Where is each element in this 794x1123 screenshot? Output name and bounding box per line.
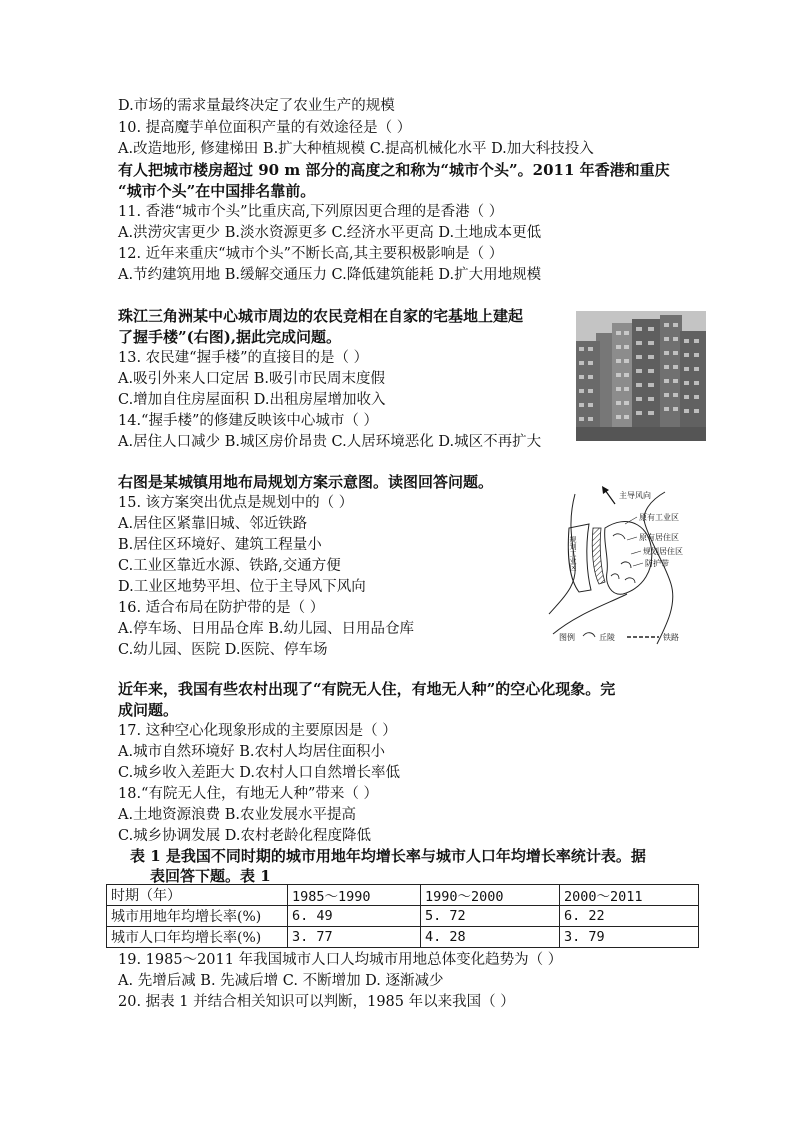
q15-option-c: C.工业区靠近水源、铁路,交通方便 [118, 558, 341, 574]
growth-rate-table [106, 884, 699, 948]
q19-options: A. 先增后减 B. 先减后增 C. 不断增加 D. 逐渐减少 [118, 973, 444, 989]
q15-stem: 15. 该方案突出优点是规划中的（ ） [118, 495, 354, 511]
table-cell: 6. 22 [560, 906, 699, 927]
q15-option-d: D.工业区地势平坦、位于主导风下风向 [118, 579, 366, 595]
q13-stem: 13. 农民建“握手楼”的直接目的是（ ） [118, 350, 369, 366]
q15-option-b: B.居住区环境好、建筑工程量小 [118, 537, 322, 553]
q13-options-cd: C.增加自住房屋面积 D.出租房屋增加收入 [118, 392, 386, 408]
q14-stem: 14.“握手楼”的修建反映该中心城市（ ） [118, 413, 378, 429]
wind-direction-label: 主导风向 [619, 491, 651, 500]
legend-hill-label: 丘陵 [599, 633, 615, 642]
q16-options-ab: A.停车场、日用品仓库 B.幼儿园、日用品仓库 [118, 621, 414, 637]
table-intro-1: 表 1 是我国不同时期的城市用地年均增长率与城市人口年均增长率统计表。据 [130, 847, 646, 865]
table-header-row [107, 885, 699, 906]
q19-stem: 19. 1985～2011 年我国城市人口人均城市用地总体变化趋势为（ ） [118, 952, 563, 968]
table-cell: 3. 77 [288, 927, 421, 948]
q11-options: A.洪涝灾害更少 B.淡水资源更多 C.经济水平更高 D.土地成本更低 [118, 225, 542, 241]
old-residence-label: 原有居住区 [639, 533, 679, 542]
city-height-intro-2: “城市个头”在中国排名靠前。 [118, 182, 316, 200]
q12-options: A.节约建筑用地 B.缓解交通压力 C.降低建筑能耗 D.扩大用地规模 [118, 267, 542, 283]
city-height-intro-1: 有人把城市楼房超过 90 m 部分的高度之和称为“城市个头”。2011 年香港和重庆 [118, 161, 670, 179]
q17-options-ab: A.城市自然环境好 B.农村人均居住面积小 [118, 744, 385, 760]
table-header-cell: 1990～2000 [421, 885, 560, 906]
land-use-planning-diagram [547, 484, 713, 647]
q10-stem: 10. 提高魔芋单位面积产量的有效途径是（ ） [118, 120, 412, 136]
q13-options-ab: A.吸引外来人口定居 B.吸引市民周末度假 [118, 371, 385, 387]
q15-option-a: A.居住区紧靠旧城、邻近铁路 [118, 516, 308, 532]
q17-options-cd: C.城乡收入差距大 D.农村人口自然增长率低 [118, 765, 401, 781]
planned-residence-label: 规划居住区 [643, 547, 683, 556]
table-intro-2: 表回答下题。表 1 [150, 867, 271, 885]
table-cell: 5. 72 [421, 906, 560, 927]
planned-industry-label: 规划工业区 [569, 536, 577, 571]
table-header-cell: 时期（年） [107, 885, 288, 906]
table-cell: 6. 49 [288, 906, 421, 927]
hollowing-intro-2: 成问题。 [118, 701, 179, 719]
protection-belt-label: 防护带 [645, 559, 669, 568]
table-row [107, 906, 699, 927]
table-cell: 3. 79 [560, 927, 699, 948]
hollowing-intro-1: 近年来，我国有些农村出现了“有院无人住，有地无人种”的空心化现象。完 [118, 680, 616, 698]
table-row [107, 927, 699, 948]
q16-stem: 16. 适合布局在防护带的是（ ） [118, 600, 325, 616]
legend-railway-label: 铁路 [663, 633, 679, 642]
planning-intro: 右图是某城镇用地布局规划方案示意图。读图回答问题。 [118, 473, 494, 491]
old-industry-label: 原有工业区 [639, 513, 679, 522]
q17-stem: 17. 这种空心化现象形成的主要原因是（ ） [118, 723, 397, 739]
table-header-cell: 2000～2011 [560, 885, 699, 906]
table-header-cell: 1985～1990 [288, 885, 421, 906]
table-cell: 4. 28 [421, 927, 560, 948]
q10-options: A.改造地形, 修建梯田 B.扩大种植规模 C.提高机械化水平 D.加大科技投入 [118, 141, 594, 157]
handshake-intro-1: 珠江三角洲某中心城市周边的农民竞相在自家的宅基地上建起 [118, 307, 524, 325]
table-cell: 城市用地年均增长率(%) [107, 906, 288, 927]
q9-option-d: D.市场的需求量最终决定了农业生产的规模 [118, 98, 395, 114]
handshake-buildings-photo [576, 311, 706, 441]
q16-options-cd: C.幼儿园、医院 D.医院、停车场 [118, 642, 328, 658]
q18-stem: 18.“有院无人住，有地无人种”带来（ ） [118, 786, 378, 802]
legend-label: 图例 [559, 633, 575, 642]
q14-options: A.居住人口减少 B.城区房价昂贵 C.人居环境恶化 D.城区不再扩大 [118, 434, 542, 450]
q12-stem: 12. 近年来重庆“城市个头”不断长高,其主要积极影响是（ ） [118, 246, 504, 262]
q11-stem: 11. 香港“城市个头”比重庆高,下列原因更合理的是香港（ ） [118, 204, 504, 220]
q20-stem: 20. 据表 1 并结合相关知识可以判断，1985 年以来我国（ ） [118, 994, 515, 1010]
q18-options-ab: A.土地资源浪费 B.农业发展水平提高 [118, 807, 356, 823]
table-cell: 城市人口年均增长率(%) [107, 927, 288, 948]
handshake-intro-2: 了握手楼”(右图),据此完成问题。 [118, 328, 342, 346]
q18-options-cd: C.城乡协调发展 D.农村老龄化程度降低 [118, 828, 372, 844]
